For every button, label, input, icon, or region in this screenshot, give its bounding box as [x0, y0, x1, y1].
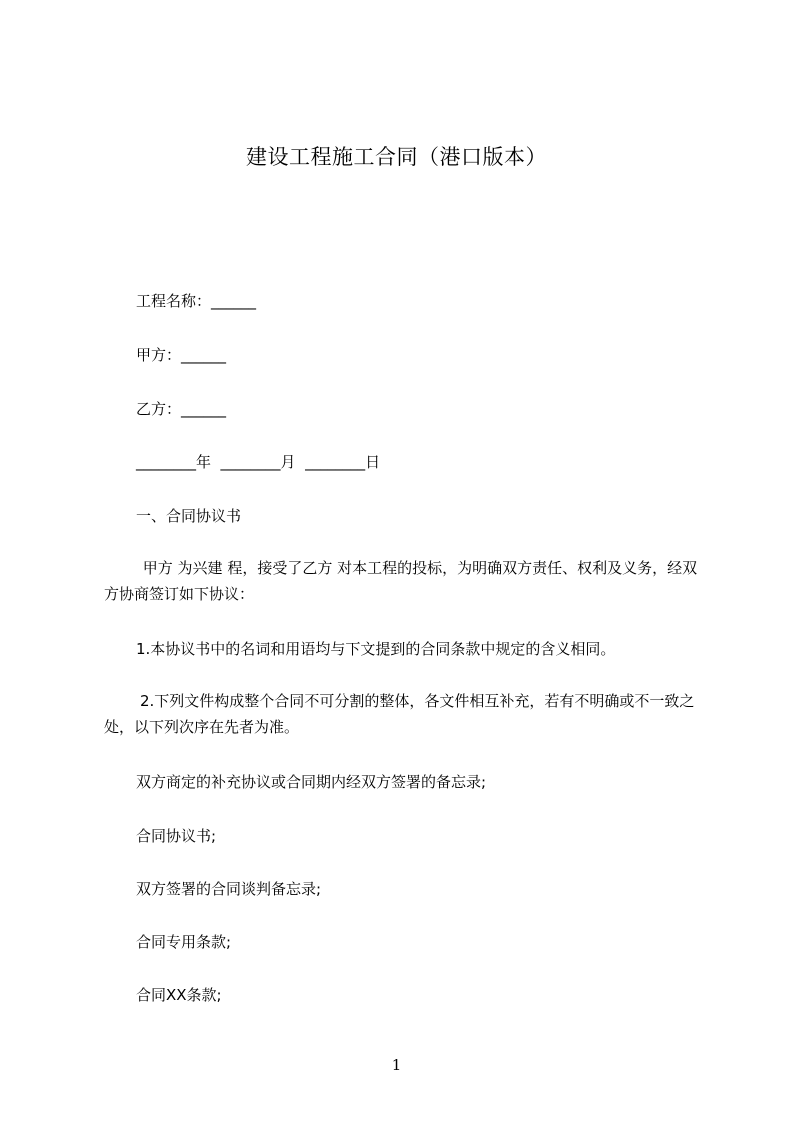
list-item: 双方商定的补充协议或合同期内经双方签署的备忘录;	[136, 773, 487, 791]
intro-paragraph: 甲方 为兴建 程，接受了乙方 对本工程的投标，为明确双方责任、权利及义务，经双方协商签订如下协议：	[104, 559, 698, 603]
list-item: 合同专用条款;	[136, 933, 232, 951]
document-title: 建设工程施工合同（港口版本）	[246, 145, 547, 169]
page-number: 1	[391, 1056, 402, 1074]
project-name-field: 工程名称：______	[136, 292, 257, 310]
party-a-field: 甲方：______	[136, 346, 227, 364]
date-field: ________年 ________月 ________日	[136, 453, 381, 471]
clause-2: 2.下列文件构成整个合同不可分割的整体，各文件相互补充，若有不明确或不一致之处，以下列次序在先者为准。	[104, 692, 695, 736]
clause-1: 1.本协议书中的名词和用语均与下文提到的合同条款中规定的含义相同。	[136, 640, 616, 658]
list-item: 合同XX条款;	[136, 986, 222, 1004]
party-b-field: 乙方：______	[136, 400, 227, 418]
section-heading: 一、合同协议书	[136, 507, 242, 525]
list-item: 双方签署的合同谈判备忘录;	[136, 880, 322, 898]
list-item: 合同协议书;	[136, 827, 217, 845]
